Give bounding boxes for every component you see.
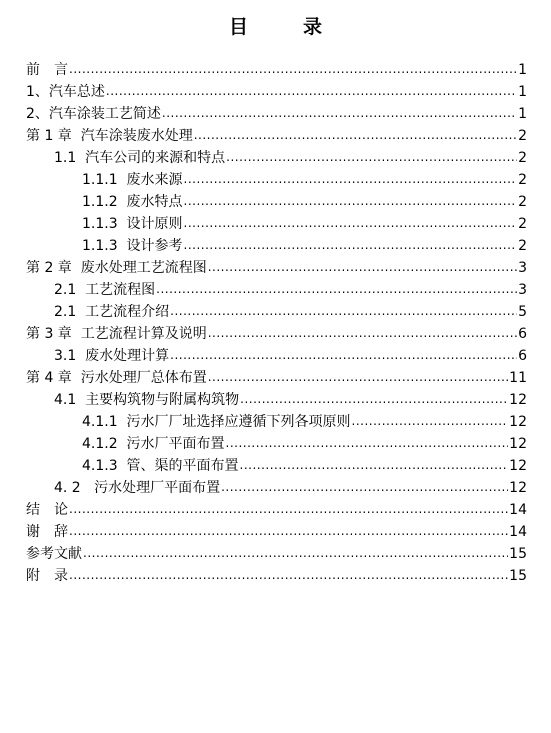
toc-entry[interactable] — [82, 232, 527, 254]
toc-leader-dots — [184, 215, 518, 231]
toc-leader-dots — [69, 61, 517, 77]
toc-leader-dots — [170, 347, 517, 363]
toc-leader-dots — [184, 237, 518, 253]
toc-entry-label: 附 录 — [26, 568, 68, 584]
toc-entry-page: 12 — [509, 458, 527, 474]
toc-entry[interactable] — [82, 210, 527, 232]
toc-entry-label: 2.1 工艺流程图 — [54, 282, 156, 298]
toc-entry-label: 4.1.3 管、渠的平面布置 — [82, 458, 239, 474]
toc-entry-page: 2 — [518, 238, 527, 254]
toc-entry-page: 15 — [509, 568, 527, 584]
toc-entry[interactable] — [26, 540, 527, 562]
toc-entry[interactable] — [82, 188, 527, 210]
toc-leader-dots — [69, 501, 508, 517]
toc-leader-dots — [226, 435, 509, 451]
toc-entry-label: 前 言 — [26, 62, 68, 78]
toc-entry-label: 谢 辞 — [26, 524, 68, 540]
toc-entry-page: 2 — [518, 150, 527, 166]
toc-entry-page: 11 — [509, 370, 527, 386]
toc-entry-label: 第 2 章 废水处理工艺流程图 — [26, 260, 207, 276]
toc-entry-label: 4.1.1 污水厂厂址选择应遵循下列各项原则 — [82, 414, 351, 430]
toc-entry-page: 2 — [518, 128, 527, 144]
toc-leader-dots — [156, 281, 517, 297]
toc-entry[interactable] — [82, 408, 527, 430]
toc-title: 目 录 — [228, 16, 340, 38]
toc-entry-label: 2.1 工艺流程介绍 — [54, 304, 170, 320]
toc-entry-page: 2 — [518, 172, 527, 188]
toc-entry-page: 15 — [509, 546, 527, 562]
toc-entry[interactable] — [54, 342, 527, 364]
toc-entry-page: 2 — [518, 194, 527, 210]
toc-entry-page: 6 — [518, 348, 527, 364]
toc-entry-label: 1.1.3 设计参考 — [82, 238, 183, 254]
toc-entry-page: 1 — [518, 62, 527, 78]
toc-leader-dots — [208, 325, 517, 341]
toc-leader-dots — [106, 83, 517, 99]
toc-entry-page: 3 — [518, 260, 527, 276]
toc-entry-label: 1.1.2 废水特点 — [82, 194, 183, 210]
toc-entry-page: 1 — [518, 84, 527, 100]
toc-entry-label: 3.1 废水处理计算 — [54, 348, 170, 364]
toc-entry-page: 6 — [518, 326, 527, 342]
toc-entry-label: 1、汽车总述 — [26, 84, 105, 100]
toc-leader-dots — [69, 567, 508, 583]
toc-entry-page: 14 — [509, 524, 527, 540]
toc-entry[interactable] — [26, 518, 527, 540]
toc-entry-label: 第 1 章 汽车涂装废水处理 — [26, 128, 193, 144]
toc-entry[interactable] — [26, 122, 527, 144]
toc-entry-page: 3 — [518, 282, 527, 298]
toc-entry-label: 2、汽车涂装工艺简述 — [26, 106, 161, 122]
toc-entry-page: 1 — [518, 106, 527, 122]
toc-entry-label: 4.1.2 污水厂平面布置 — [82, 436, 225, 452]
toc-entry-page: 2 — [518, 216, 527, 232]
toc-entry-label: 1.1.1 废水来源 — [82, 172, 183, 188]
toc-leader-dots — [69, 523, 508, 539]
toc-entry-label: 参考文献 — [26, 546, 82, 562]
toc-leader-dots — [170, 303, 517, 319]
toc-entry-label: 4.1 主要构筑物与附属构筑物 — [54, 392, 240, 408]
toc-leader-dots — [184, 171, 518, 187]
toc-entry-page: 12 — [509, 436, 527, 452]
toc-entry[interactable] — [26, 100, 527, 122]
toc-entry[interactable] — [54, 276, 527, 298]
toc-entry-page: 12 — [509, 414, 527, 430]
toc-entry[interactable] — [26, 562, 527, 584]
toc-leader-dots — [226, 149, 517, 165]
toc-leader-dots — [208, 259, 517, 275]
toc-entry[interactable] — [54, 144, 527, 166]
toc-leader-dots — [194, 127, 517, 143]
toc-leader-dots — [240, 391, 508, 407]
toc-entry[interactable] — [82, 430, 527, 452]
toc-entry-label: 第 4 章 污水处理厂总体布置 — [26, 370, 207, 386]
toc-entry[interactable] — [54, 474, 527, 496]
toc-leader-dots — [352, 413, 509, 429]
toc-entry-page: 14 — [509, 502, 527, 518]
toc-entry-label: 1.1.3 设计原则 — [82, 216, 183, 232]
toc-leader-dots — [208, 369, 508, 385]
toc-entry[interactable] — [26, 364, 527, 386]
toc-entry[interactable] — [26, 320, 527, 342]
toc-entry-page: 5 — [518, 304, 527, 320]
toc-entry[interactable] — [26, 78, 527, 100]
toc-entry[interactable] — [26, 56, 527, 78]
toc-entry-page: 12 — [509, 480, 527, 496]
toc-entry[interactable] — [82, 452, 527, 474]
toc-leader-dots — [184, 193, 518, 209]
toc-leader-dots — [221, 479, 508, 495]
toc-entry-page: 12 — [509, 392, 527, 408]
toc-entry-label: 4. 2 污水处理厂平面布置 — [54, 480, 221, 496]
toc-entry[interactable] — [26, 254, 527, 276]
toc-entry[interactable] — [54, 298, 527, 320]
toc-leader-dots — [162, 105, 517, 121]
toc-entry[interactable] — [82, 166, 527, 188]
toc-entry-label: 1.1 汽车公司的来源和特点 — [54, 150, 226, 166]
toc-entry[interactable] — [54, 386, 527, 408]
toc-entry-label: 结 论 — [26, 502, 68, 518]
toc-leader-dots — [83, 545, 508, 561]
toc-entry-label: 第 3 章 工艺流程计算及说明 — [26, 326, 207, 342]
toc-leader-dots — [240, 457, 509, 473]
toc-entry[interactable] — [26, 496, 527, 518]
